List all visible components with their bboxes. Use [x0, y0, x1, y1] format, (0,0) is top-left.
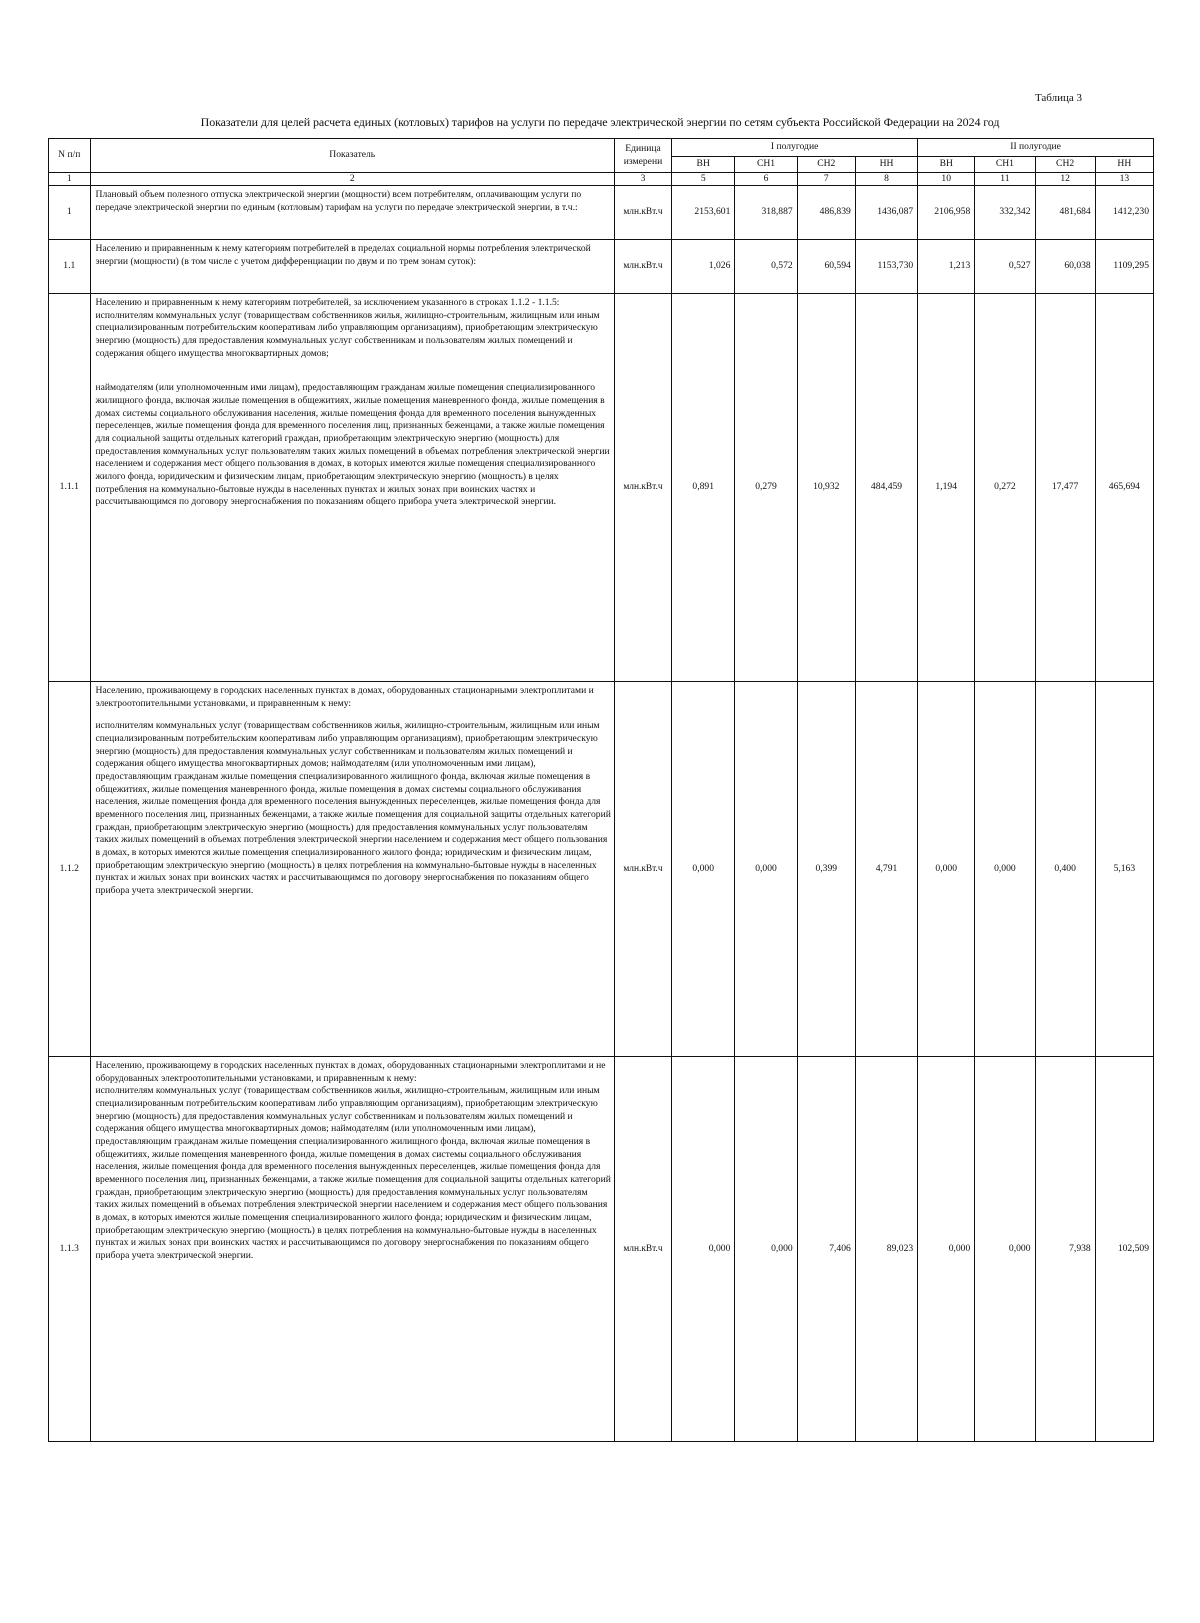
- row-description: Населению и приравненным к нему категориям потребителей в пределах социальной нормы потребления электрической энергии (мощности) (в том числе с учетом дифференциации по двум и по трем зонам суток):: [90, 240, 614, 294]
- value-vn-1: 0,000: [672, 682, 735, 1057]
- value-vn-1: 0,891: [672, 294, 735, 682]
- column-number: 11: [975, 173, 1035, 186]
- column-number: 12: [1035, 173, 1095, 186]
- header-unit: [614, 139, 671, 173]
- table-label: Таблица 3: [1034, 92, 1082, 104]
- value-sn2-2: 7,938: [1035, 1057, 1095, 1442]
- table-row: [49, 294, 1154, 682]
- column-number: 2: [90, 173, 614, 186]
- row-unit: млн.кВт.ч: [614, 1057, 671, 1442]
- value-sn1-1: 318,887: [735, 186, 797, 240]
- value-sn2-2: 17,477: [1035, 294, 1095, 682]
- row-description-paragraph: Населению и приравненным к нему категориям потребителей, за исключением указанного в строках 1.1.2 - 1.1.5:: [95, 297, 560, 308]
- table-row: [49, 240, 1154, 294]
- value-sn2-1: 0,399: [797, 682, 855, 1057]
- value-sn2-1: 10,932: [797, 294, 855, 682]
- row-index: 1.1.2: [49, 682, 91, 1057]
- row-index: 1.1.1: [49, 294, 91, 682]
- value-vn-1: 2153,601: [672, 186, 735, 240]
- header-unit-line2: измерени: [623, 155, 663, 167]
- value-nn-2: 1412,230: [1095, 186, 1153, 240]
- value-sn2-2: 481,684: [1035, 186, 1095, 240]
- value-sn2-1: 7,406: [797, 1057, 855, 1442]
- row-description: [90, 294, 614, 682]
- header-vn-1: ВН: [672, 157, 735, 173]
- row-index: 1.1: [49, 240, 91, 294]
- value-nn-2: 5,163: [1095, 682, 1153, 1057]
- value-sn1-2: 0,272: [975, 294, 1035, 682]
- column-number: 5: [672, 173, 735, 186]
- row-index: 1: [49, 186, 91, 240]
- table-row: [49, 682, 1154, 1057]
- row-unit: млн.кВт.ч: [614, 240, 671, 294]
- value-sn1-1: 0,279: [735, 294, 797, 682]
- value-sn1-1: 0,572: [735, 240, 797, 294]
- table-row: [49, 1057, 1154, 1442]
- row-unit: млн.кВт.ч: [614, 682, 671, 1057]
- value-vn-1: 0,000: [672, 1057, 735, 1442]
- value-nn-1: 484,459: [855, 294, 917, 682]
- header-sn1-2: СН1: [975, 157, 1035, 173]
- value-sn2-2: 0,400: [1035, 682, 1095, 1057]
- header-half1: I полугодие: [672, 139, 918, 157]
- header-nn-1: НН: [855, 157, 917, 173]
- table-row: [49, 186, 1154, 240]
- row-description-paragraph: наймодателям (или уполномоченным ими лицам), предоставляющим гражданам жилые помещения специализированного жилищного фонда, включая жилые помещения в общежитиях, жилые помещения маневренного фонда, жилые помещения в домах системы социального обслуживания населения, жилые помещения фонда для временного поселения вынужденных переселенцев, жилые помещения фонда для временного поселения лиц, признанных беженцами, а также жилые помещения для социальной защиты отдельных категорий граждан, приобретающим электрическую энергию (мощность) для предоставления коммунальных услуг пользователям таких жилых помещений в объемах потребления электрической энергии населением и содержания мест общего пользования в домах, в которых имеются жилые помещения специализированного жилого фонда, юридическим и физическим лицам, приобретающим электрическую энергию (мощность) в целях потребления на коммунально-бытовые нужды в населенных пунктах и жилых зонах при воинских частях и рассчитывающимся по договору энергоснабжения по показаниям общего прибора учета электрической энергии.: [95, 382, 610, 508]
- row-description-paragraph: исполнителям коммунальных услуг (товариществам собственников жилья, жилищно-строительным, жилищным или иным специализированным потребительским кооперативам либо управляющим организациям), приобретающим электрическую энергию (мощность) для предоставления коммунальных услуг собственникам и пользователям жилых помещений и содержания общего имущества многоквартирных домов;: [95, 309, 600, 359]
- row-description-paragraph: Населению, проживающему в городских населенных пунктах в домах, оборудованных стационарными электроплитами и не оборудованных электроотопительными установками, и приравненным к нему:: [95, 1060, 606, 1084]
- column-number: 1: [49, 173, 91, 186]
- value-vn-2: 1,194: [918, 294, 975, 682]
- value-nn-1: 89,023: [855, 1057, 917, 1442]
- value-vn-2: 2106,958: [918, 186, 975, 240]
- value-nn-1: 1436,087: [855, 186, 917, 240]
- header-n: N п/п: [49, 139, 91, 173]
- row-index: 1.1.3: [49, 1057, 91, 1442]
- value-nn-1: 1153,730: [855, 240, 917, 294]
- value-vn-1: 1,026: [672, 240, 735, 294]
- header-half2: II полугодие: [918, 139, 1154, 157]
- value-sn1-2: 0,527: [975, 240, 1035, 294]
- value-sn1-2: 0,000: [975, 682, 1035, 1057]
- value-vn-2: 0,000: [918, 1057, 975, 1442]
- column-number: 8: [855, 173, 917, 186]
- document-title: Показатели для целей расчета единых (котловых) тарифов на услуги по передаче электрической энергии по сетям субъекта Российской Федерации на 2024 год: [200, 115, 1000, 129]
- row-unit: млн.кВт.ч: [614, 186, 671, 240]
- row-unit: млн.кВт.ч: [614, 294, 671, 682]
- row-description: [90, 682, 614, 1057]
- value-sn2-1: 486,839: [797, 186, 855, 240]
- row-description: [90, 1057, 614, 1442]
- header-unit-line1: Единица: [625, 142, 661, 154]
- value-sn1-2: 332,342: [975, 186, 1035, 240]
- column-number: 3: [614, 173, 671, 186]
- row-description: Плановый объем полезного отпуска электрической энергии (мощности) всем потребителям, оплачивающим услуги по передаче электрической энергии по единым (котловым) тарифам на услуги по передаче электрической энергии, в т.ч.:: [90, 186, 614, 240]
- value-vn-2: 0,000: [918, 682, 975, 1057]
- column-number: 10: [918, 173, 975, 186]
- value-sn1-2: 0,000: [975, 1057, 1035, 1442]
- row-description-paragraph: Населению, проживающему в городских населенных пунктах в домах, оборудованных стационарными электроплитами и электроотопительными установками, и приравненным к нему:: [95, 685, 594, 709]
- header-sn2-2: СН2: [1035, 157, 1095, 173]
- header-sn2-1: СН2: [797, 157, 855, 173]
- value-sn1-1: 0,000: [735, 1057, 797, 1442]
- header-sn1-1: СН1: [735, 157, 797, 173]
- column-number: 13: [1095, 173, 1153, 186]
- value-sn2-1: 60,594: [797, 240, 855, 294]
- tariff-table: [48, 138, 1154, 1442]
- value-sn2-2: 60,038: [1035, 240, 1095, 294]
- value-nn-2: 102,509: [1095, 1057, 1153, 1442]
- row-description-paragraph: исполнителям коммунальных услуг (товариществам собственников жилья, жилищно-строительным, жилищным или иным специализированным потребительским кооперативам либо управляющим организациям), приобретающим электрическую энергию (мощность) для предоставления коммунальных услуг собственникам и пользователям жилых помещений и содержания общего имущества многоквартирных домов; наймодателям (или уполномоченным ими лицам), предоставляющим гражданам жилые помещения специализированного жилищного фонда, включая жилые помещения в общежитиях, жилые помещения маневренного фонда, жилые помещения в домах системы социального обслуживания населения, жилые помещения фонда для временного поселения вынужденных переселенцев, жилые помещения фонда для временного поселения лиц, признанных беженцами, а также жилые помещения для социальной защиты отдельных категорий граждан, приобретающим электрическую энергию (мощность) для предоставления коммунальных услуг пользователям таких жилых помещений в объемах потребления электрической энергии населением и содержания мест общего пользования в домах, в которых имеются жилые помещения специализированного жилого фонда; юридическим и физическим лицам, приобретающим электрическую энергию (мощность) в целях потребления на коммунально-бытовые нужды в населенных пунктах и жилых зонах при воинских частях и рассчитывающимся по договору энергоснабжения по показаниям общего прибора учета электрической энергии.: [95, 1085, 611, 1261]
- header-nn-2: НН: [1095, 157, 1153, 173]
- column-number: 7: [797, 173, 855, 186]
- header-vn-2: ВН: [918, 157, 975, 173]
- value-nn-2: 1109,295: [1095, 240, 1153, 294]
- row-description-paragraph: исполнителям коммунальных услуг (товариществам собственников жилья, жилищно-строительным, жилищным или иным специализированным потребительским кооперативам либо управляющим организациям), приобретающим электрическую энергию (мощность) для предоставления коммунальных услуг собственникам и пользователям жилых помещений и содержания общего имущества многоквартирных домов; наймодателям (или уполномоченным ими лицам), предоставляющим гражданам жилые помещения специализированного жилищного фонда, включая жилые помещения в общежитиях, жилые помещения маневренного фонда, жилые помещения в домах системы социального обслуживания населения, жилые помещения фонда для временного поселения вынужденных переселенцев, жилые помещения фонда для временного поселения лиц, признанных беженцами, а также жилые помещения для социальной защиты отдельных категорий граждан, приобретающим электрическую энергию (мощность) для предоставления коммунальных услуг пользователям таких жилых помещений в объемах потребления электрической энергии населением и содержания мест общего пользования в домах, в которых имеются жилые помещения специализированного жилого фонда; юридическим и физическим лицам, приобретающим электрическую энергию (мощность) в целях потребления на коммунально-бытовые нужды в населенных пунктах и жилых зонах при воинских частях и рассчитывающимся по договору энергоснабжения по показаниям общего прибора учета электрической энергии.: [95, 720, 611, 896]
- value-nn-2: 465,694: [1095, 294, 1153, 682]
- column-number: 6: [735, 173, 797, 186]
- value-nn-1: 4,791: [855, 682, 917, 1057]
- value-sn1-1: 0,000: [735, 682, 797, 1057]
- value-vn-2: 1,213: [918, 240, 975, 294]
- header-indicator: Показатель: [90, 139, 614, 173]
